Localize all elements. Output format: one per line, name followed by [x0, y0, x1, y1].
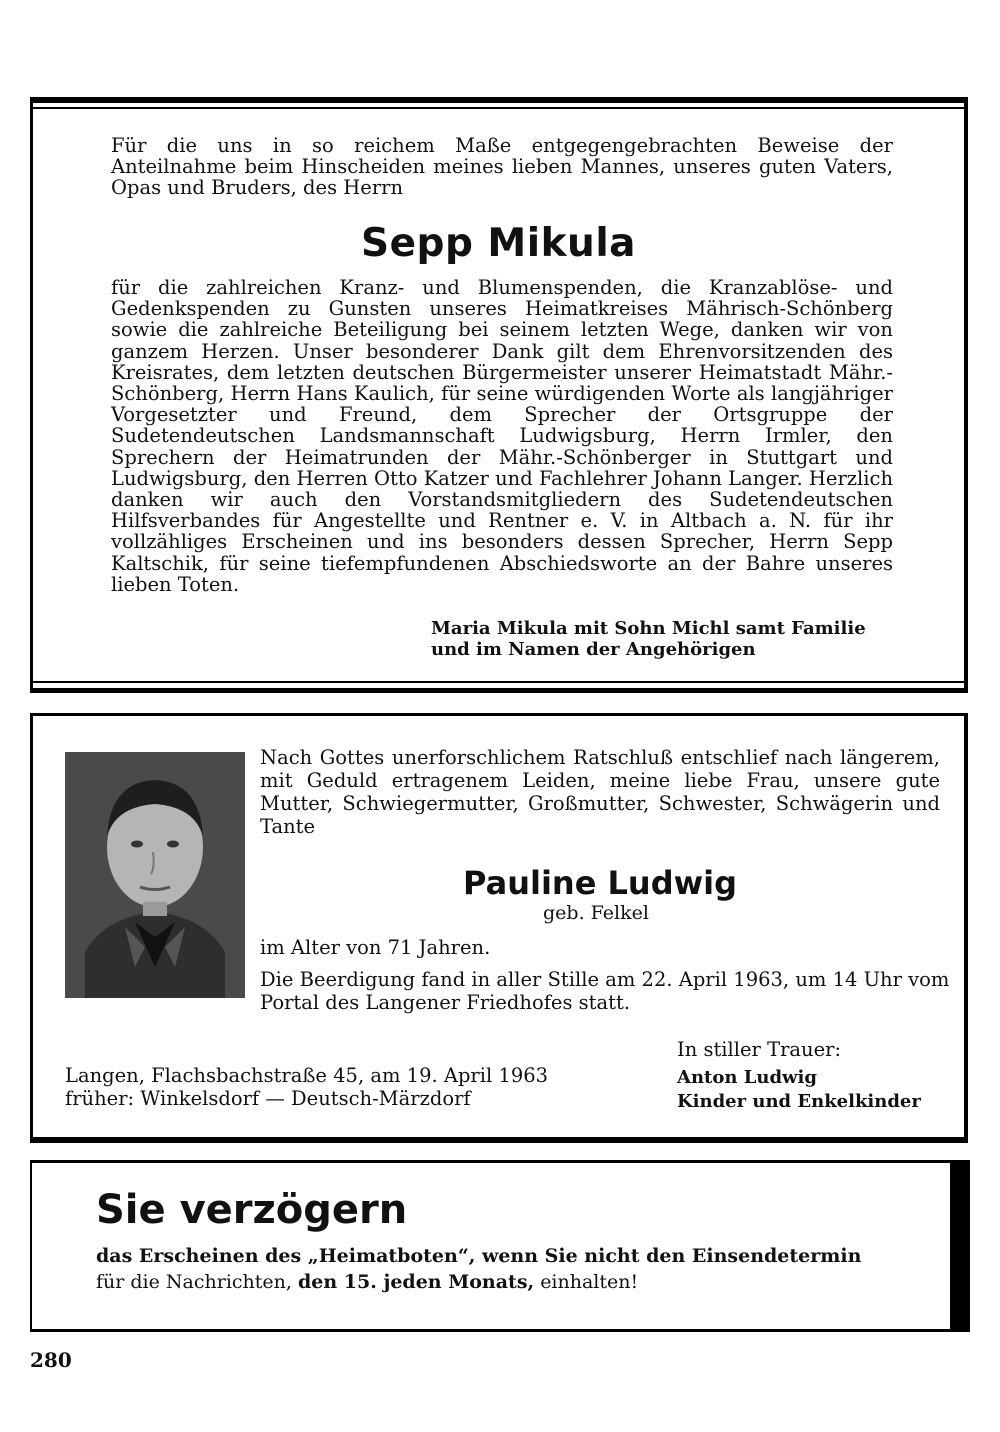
portrait-photo — [65, 752, 245, 998]
thanks-signature — [431, 618, 901, 660]
age-line: im Alter von 71 Jahren. — [260, 936, 491, 959]
mourner-1: Anton Ludwig — [677, 1067, 817, 1088]
death-notice — [30, 713, 968, 1143]
signature-line-1: Maria Mikula mit Sohn Michl samt Familie — [431, 618, 866, 639]
place-line-2: früher: Winkelsdorf — Deutsch-Märzdorf — [65, 1087, 471, 1110]
maiden-name: geb. Felkel — [543, 902, 649, 924]
portrait-image — [65, 752, 245, 998]
thanks-intro-paragraph: Für die uns in so reichem Maße entgegengebrachten Beweise der Anteilnahme beim Hinscheiden meines lieben Mannes, unseres guten Vaters, Opas und Bruders, des Herrn — [111, 134, 893, 199]
page-number: 280 — [30, 1348, 72, 1372]
place-line-1: Langen, Flachsbachstraße 45, am 19. April 1963 — [65, 1064, 549, 1087]
reminder-deadline: den 15. jeden Monats, — [297, 1271, 535, 1293]
death-announcement-paragraph: Nach Gottes unerforschlichem Ratschluß entschlief nach längerem, mit Geduld ertragenem Leiden, meine liebe Frau, unsere gute Mutter, Schwiegermutter, Großmutter, Schwester, Schwägerin und Tante — [260, 746, 940, 838]
deceased-name: Sepp Mikula — [360, 221, 636, 266]
reminder-line-1: das Erscheinen des „Heimatboten“, wenn Sie nicht den Einsendetermin — [96, 1245, 862, 1267]
reminder-line-2 — [96, 1271, 638, 1293]
mourners — [677, 1066, 921, 1114]
mourning-label: In stiller Trauer: — [677, 1038, 842, 1061]
double-rule-bottom — [33, 681, 964, 683]
thanks-body-paragraph: für die zahlreichen Kranz- und Blumenspenden, die Kranzablöse- und Gedenkspenden zu Gunsten unseres Heimatkreises Mährisch-Schönberg sowie die zahlreiche Beteiligung bei seinem letzten Wege, danken wir von ganzem Herzen. Unser besonderer Dank gilt dem Ehrenvorsitzenden des Kreisrates, dem letzten deutschen Bürgermeister unserer Heimatstadt Mähr.-Schönberg, Herrn Hans Kaulich, für seine würdigenden Worte als langjähriger Vorgesetzter und Freund, dem Sprecher der Ortsgruppe der Sudetendeutschen Landsmannschaft Ludwigsburg, Herrn Irmler, den Sprechern der Heimatrunden der Mähr.-Schönberger in Stuttgart und Ludwigsburg, den Herren Otto Katzer und Fachlehrer Johann Langer. Herzlich danken wir auch den Vorstandsmitgliedern des Sudetendeutschen Hilfsverbandes für Angestellte und Rentner e. V. in Altbach a. N. für ihr vollzähliges Erscheinen und ins besonders dessen Sprecher, Herrn Sepp Kaltschik, für seine tiefempfundenen Abschiedsworte an der Bahre unseres lieben Toten. — [111, 276, 893, 596]
reminder-line-2-end: einhalten! — [540, 1271, 639, 1293]
signature-line-2: und im Namen der Angehörigen — [431, 639, 756, 660]
reminder-line-2-start: für die Nachrichten, — [96, 1271, 292, 1293]
place-and-date — [65, 1064, 548, 1110]
double-rule-top — [33, 107, 964, 109]
burial-info: Die Beerdigung fand in aller Stille am 22. April 1963, um 14 Uhr vom Portal des Langener Friedhofes statt. — [260, 968, 950, 1014]
reminder-headline: Sie verzögern — [96, 1187, 408, 1233]
deadline-reminder-notice — [30, 1160, 970, 1332]
deceased-name: Pauline Ludwig — [463, 864, 738, 902]
obituary-thanks-notice — [30, 97, 968, 693]
mourner-2: Kinder und Enkelkinder — [677, 1091, 921, 1112]
